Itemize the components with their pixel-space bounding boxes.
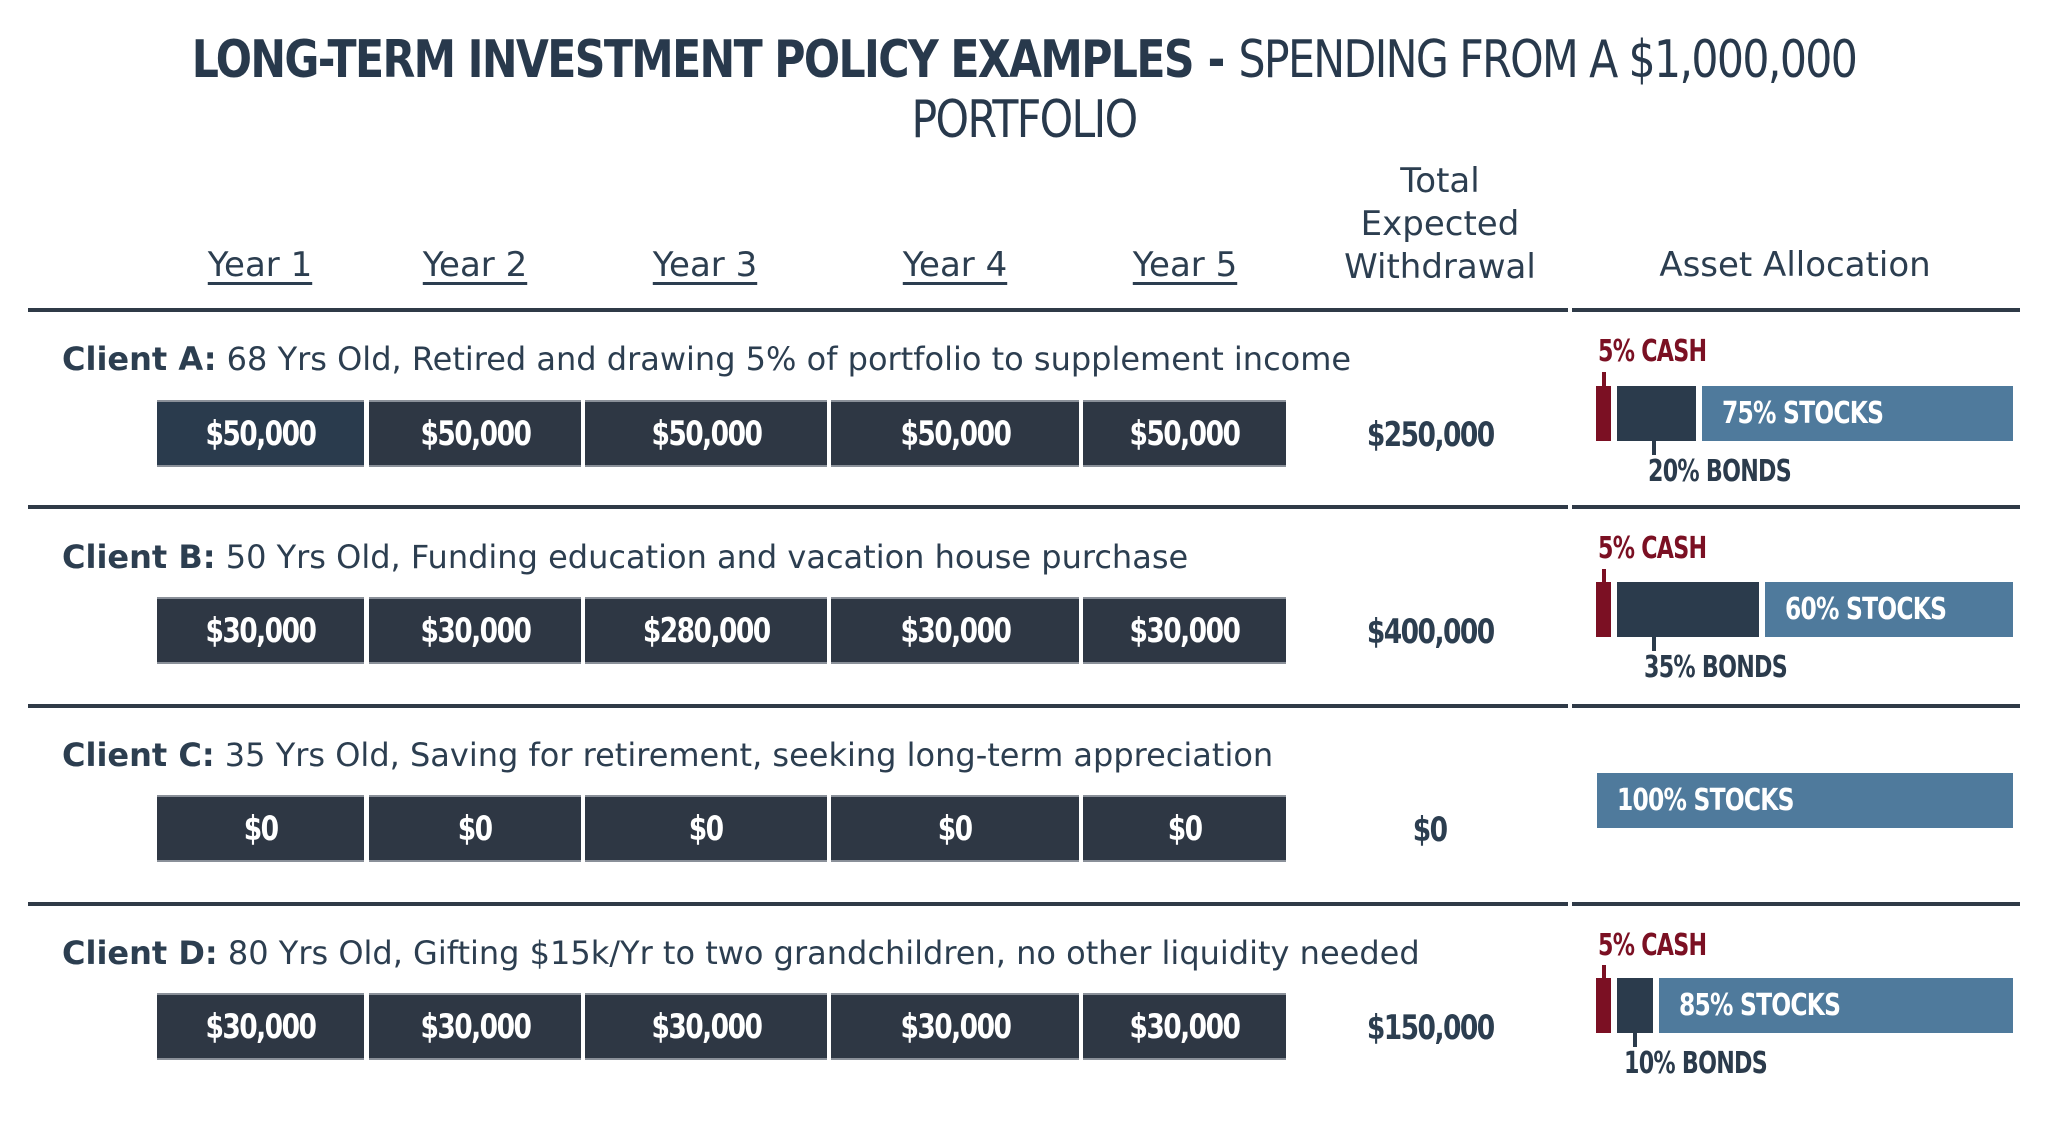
header-total-line1: Total [1400,161,1480,201]
client-b-year-5: $30,000 [1083,597,1286,664]
client-a-cash-bar [1596,386,1611,441]
client-d-bonds-tick [1633,1033,1637,1047]
client-d-bonds-bar [1617,978,1653,1033]
client-b-name: Client B: [62,538,216,576]
client-d-year-5: $30,000 [1083,993,1286,1060]
client-c-text: 35 Yrs Old, Saving for retirement, seeking long-term appreciation [214,736,1274,774]
client-c-year-4: $0 [831,795,1079,862]
client-a-cash-tick [1602,372,1606,386]
divider-a-right [1572,505,2020,509]
divider-b [28,704,1568,708]
client-b-year-1: $30,000 [157,597,364,664]
client-b-year-2: $30,000 [369,597,581,664]
client-d-bonds-label: 10% BONDS [1624,1046,1768,1081]
client-a-total: $250,000 [1366,415,1494,455]
client-d-stocks-bar: 85% STOCKS [1659,978,2013,1033]
client-b-total: $400,000 [1366,612,1494,652]
client-a-stocks-bar: 75% STOCKS [1702,386,2013,441]
client-d-year-3: $30,000 [585,993,827,1060]
divider-a [28,505,1568,509]
client-d-text: 80 Yrs Old, Gifting $15k/Yr to two grandchildren, no other liquidity needed [217,934,1420,972]
header-year-2: Year 2 [422,245,528,285]
client-a-year-5: $50,000 [1083,400,1286,467]
client-c-year-2: $0 [369,795,581,862]
client-a-bonds-bar [1617,386,1696,441]
client-d-cash-label: 5% CASH [1598,928,1707,963]
header-year-5: Year 5 [1132,245,1238,285]
divider-header-right [1572,308,2020,312]
client-b-cash-tick [1602,569,1606,583]
client-c-year-1: $0 [157,795,364,862]
client-a-year-2: $50,000 [369,400,581,467]
client-d-year-1: $30,000 [157,993,364,1060]
client-d-name: Client D: [62,934,218,972]
header-asset-allocation: Asset Allocation [1659,245,1931,285]
client-c-total: $0 [1413,810,1447,850]
client-d-year-2: $30,000 [369,993,581,1060]
client-a-bonds-tick [1652,441,1656,455]
header-total-line2: Expected [1360,204,1520,244]
client-a-cash-label: 5% CASH [1598,334,1707,369]
divider-header [28,308,1568,312]
client-b-stocks-bar: 60% STOCKS [1765,582,2013,637]
client-c-name: Client C: [62,736,215,774]
divider-b-right [1572,704,2020,708]
client-d-year-4: $30,000 [831,993,1079,1060]
title-separator: - [1207,30,1224,90]
header-year-1: Year 1 [207,245,313,285]
client-c-description [62,736,1273,774]
client-a-name: Client A: [62,340,217,378]
divider-c [28,902,1568,906]
client-b-bonds-tick [1652,637,1656,651]
divider-c-right [1572,902,2020,906]
client-a-description [62,340,1351,378]
client-b-text: 50 Yrs Old, Funding education and vacation house purchase [215,538,1189,576]
title-main: LONG-TERM INVESTMENT POLICY EXAMPLES [191,30,1193,90]
client-c-year-3: $0 [585,795,827,862]
page-title [184,30,1863,150]
header-year-4: Year 4 [902,245,1008,285]
header-year-3: Year 3 [652,245,758,285]
client-a-text: 68 Yrs Old, Retired and drawing 5% of portfolio to supplement income [216,340,1352,378]
client-d-cash-tick [1602,965,1606,979]
header-total-expected-withdrawal [1320,160,1560,289]
client-a-year-3: $50,000 [585,400,827,467]
client-b-bonds-label: 35% BONDS [1644,650,1788,685]
client-b-year-4: $30,000 [831,597,1079,664]
client-b-bonds-bar [1617,582,1759,637]
title-subtitle: SPENDING FROM A $1,000,000 PORTFOLIO [911,30,1857,150]
client-d-cash-bar [1596,978,1611,1033]
client-c-year-5: $0 [1083,795,1286,862]
client-d-description [62,934,1420,972]
client-b-cash-label: 5% CASH [1598,531,1707,566]
client-a-bonds-label: 20% BONDS [1648,454,1792,489]
client-a-year-4: $50,000 [831,400,1079,467]
client-b-description [62,538,1188,576]
header-total-line3: Withdrawal [1344,247,1536,287]
client-a-year-1: $50,000 [157,400,364,467]
client-b-year-3: $280,000 [585,597,827,664]
client-d-total: $150,000 [1366,1008,1494,1048]
client-c-stocks-bar: 100% STOCKS [1597,773,2013,828]
client-b-cash-bar [1596,582,1611,637]
